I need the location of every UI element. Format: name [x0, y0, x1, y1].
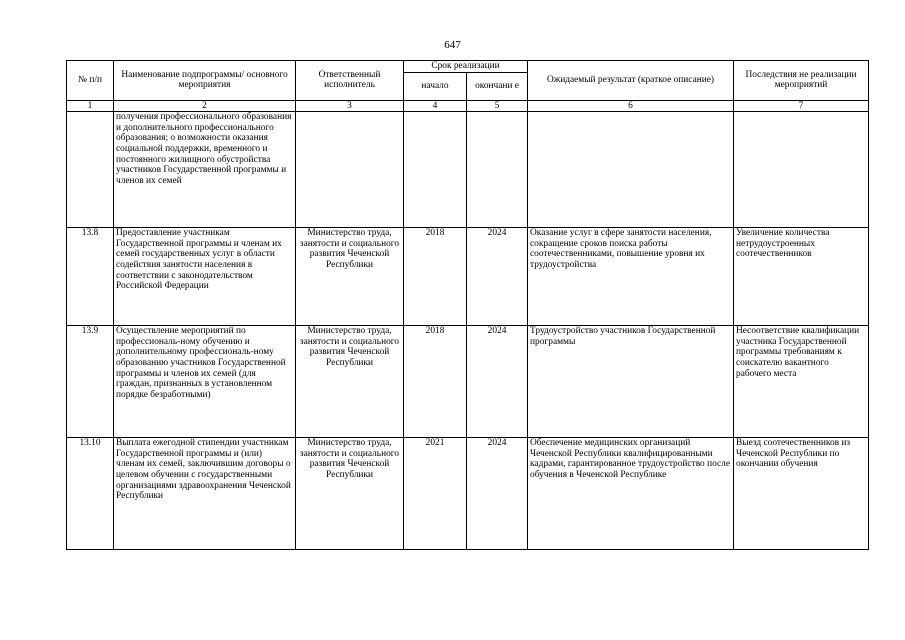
- header-consequences: Последствия не реализации мероприятий: [734, 61, 869, 101]
- row-end: 2024: [467, 228, 528, 326]
- page-number: 647: [444, 39, 461, 51]
- row-start: 2018: [404, 326, 467, 438]
- row-responsible: Министерство труда, занятости и социального развития Чеченской Республики: [296, 326, 404, 438]
- table-row: [67, 438, 869, 550]
- measures-table: [66, 60, 869, 550]
- column-number: 2: [114, 100, 296, 112]
- row-name: Предоставление участникам Государственной программы и членам их семей государственных услуг в области содействия занятости населения в соответствии с законодательством Российской Федерации: [114, 228, 296, 326]
- row-responsible: Министерство труда, занятости и социального развития Чеченской Республики: [296, 228, 404, 326]
- row-result: [528, 112, 734, 228]
- row-end: [467, 112, 528, 228]
- row-number: [67, 112, 114, 228]
- header-result: Ожидаемый результат (краткое описание): [528, 61, 734, 101]
- column-number: 6: [528, 100, 734, 112]
- row-consequences: Выезд соотечественников из Чеченской Республики по окончании обучения: [734, 438, 869, 550]
- row-number: 13.10: [67, 438, 114, 550]
- row-start: 2021: [404, 438, 467, 550]
- row-end: 2024: [467, 438, 528, 550]
- row-start: [404, 112, 467, 228]
- column-number: 7: [734, 100, 869, 112]
- row-name: Осуществление мероприятий по профессиональ-ному обучению и дополнительному профессиональ-ному образованию участников Государственной программы и членов их семей (для граждан, признанных в установленном порядке безработными): [114, 326, 296, 438]
- table-row: [67, 112, 869, 228]
- row-consequences: [734, 112, 869, 228]
- table-row: [67, 228, 869, 326]
- header-start: начало: [404, 72, 467, 100]
- column-number: 3: [296, 100, 404, 112]
- row-start: 2018: [404, 228, 467, 326]
- header-end: окончани е: [467, 72, 528, 100]
- row-responsible: Министерство труда, занятости и социального развития Чеченской Республики: [296, 438, 404, 550]
- row-end: 2024: [467, 326, 528, 438]
- row-consequences: Увеличение количества нетрудоустроенных соотечественников: [734, 228, 869, 326]
- row-responsible: [296, 112, 404, 228]
- column-number: 1: [67, 100, 114, 112]
- header-name: Наименование подпрограммы/ основного мероприятия: [114, 61, 296, 101]
- row-number: 13.8: [67, 228, 114, 326]
- table-row: [67, 326, 869, 438]
- header-responsible: Ответственный исполнитель: [296, 61, 404, 101]
- row-result: Обеспечение медицинских организаций Чеченской Республики квалифицированными кадрами, гарантированное трудоустройство после обучения в Чеченской Республике: [528, 438, 734, 550]
- header-period: Срок реализации: [404, 61, 528, 73]
- row-consequences: Несоответствие квалификации участника Государственной программы требованиям к соискателю вакантного рабочего места: [734, 326, 869, 438]
- header-row: [67, 61, 869, 73]
- column-number: 5: [467, 100, 528, 112]
- header-num: № п/п: [67, 61, 114, 101]
- column-numbers-row: [67, 100, 869, 112]
- row-result: Трудоустройство участников Государственной программы: [528, 326, 734, 438]
- row-number: 13.9: [67, 326, 114, 438]
- column-number: 4: [404, 100, 467, 112]
- row-result: Оказание услуг в сфере занятости населения, сокращение сроков поиска работы соотечественниками, повышение уровня их трудоустройства: [528, 228, 734, 326]
- row-name: Выплата ежегодной стипендии участникам Государственной программы и (или) членам их семей, заключившим договоры о целевом обучении с государственными организациями здравоохранения Чеченской Республики: [114, 438, 296, 550]
- row-name: получения профессионального образования и дополнительного профессионального образования; о возможности оказания социальной поддержки, временного и постоянного жилищного обустройства участников Государственной программы и членов их семей: [114, 112, 296, 228]
